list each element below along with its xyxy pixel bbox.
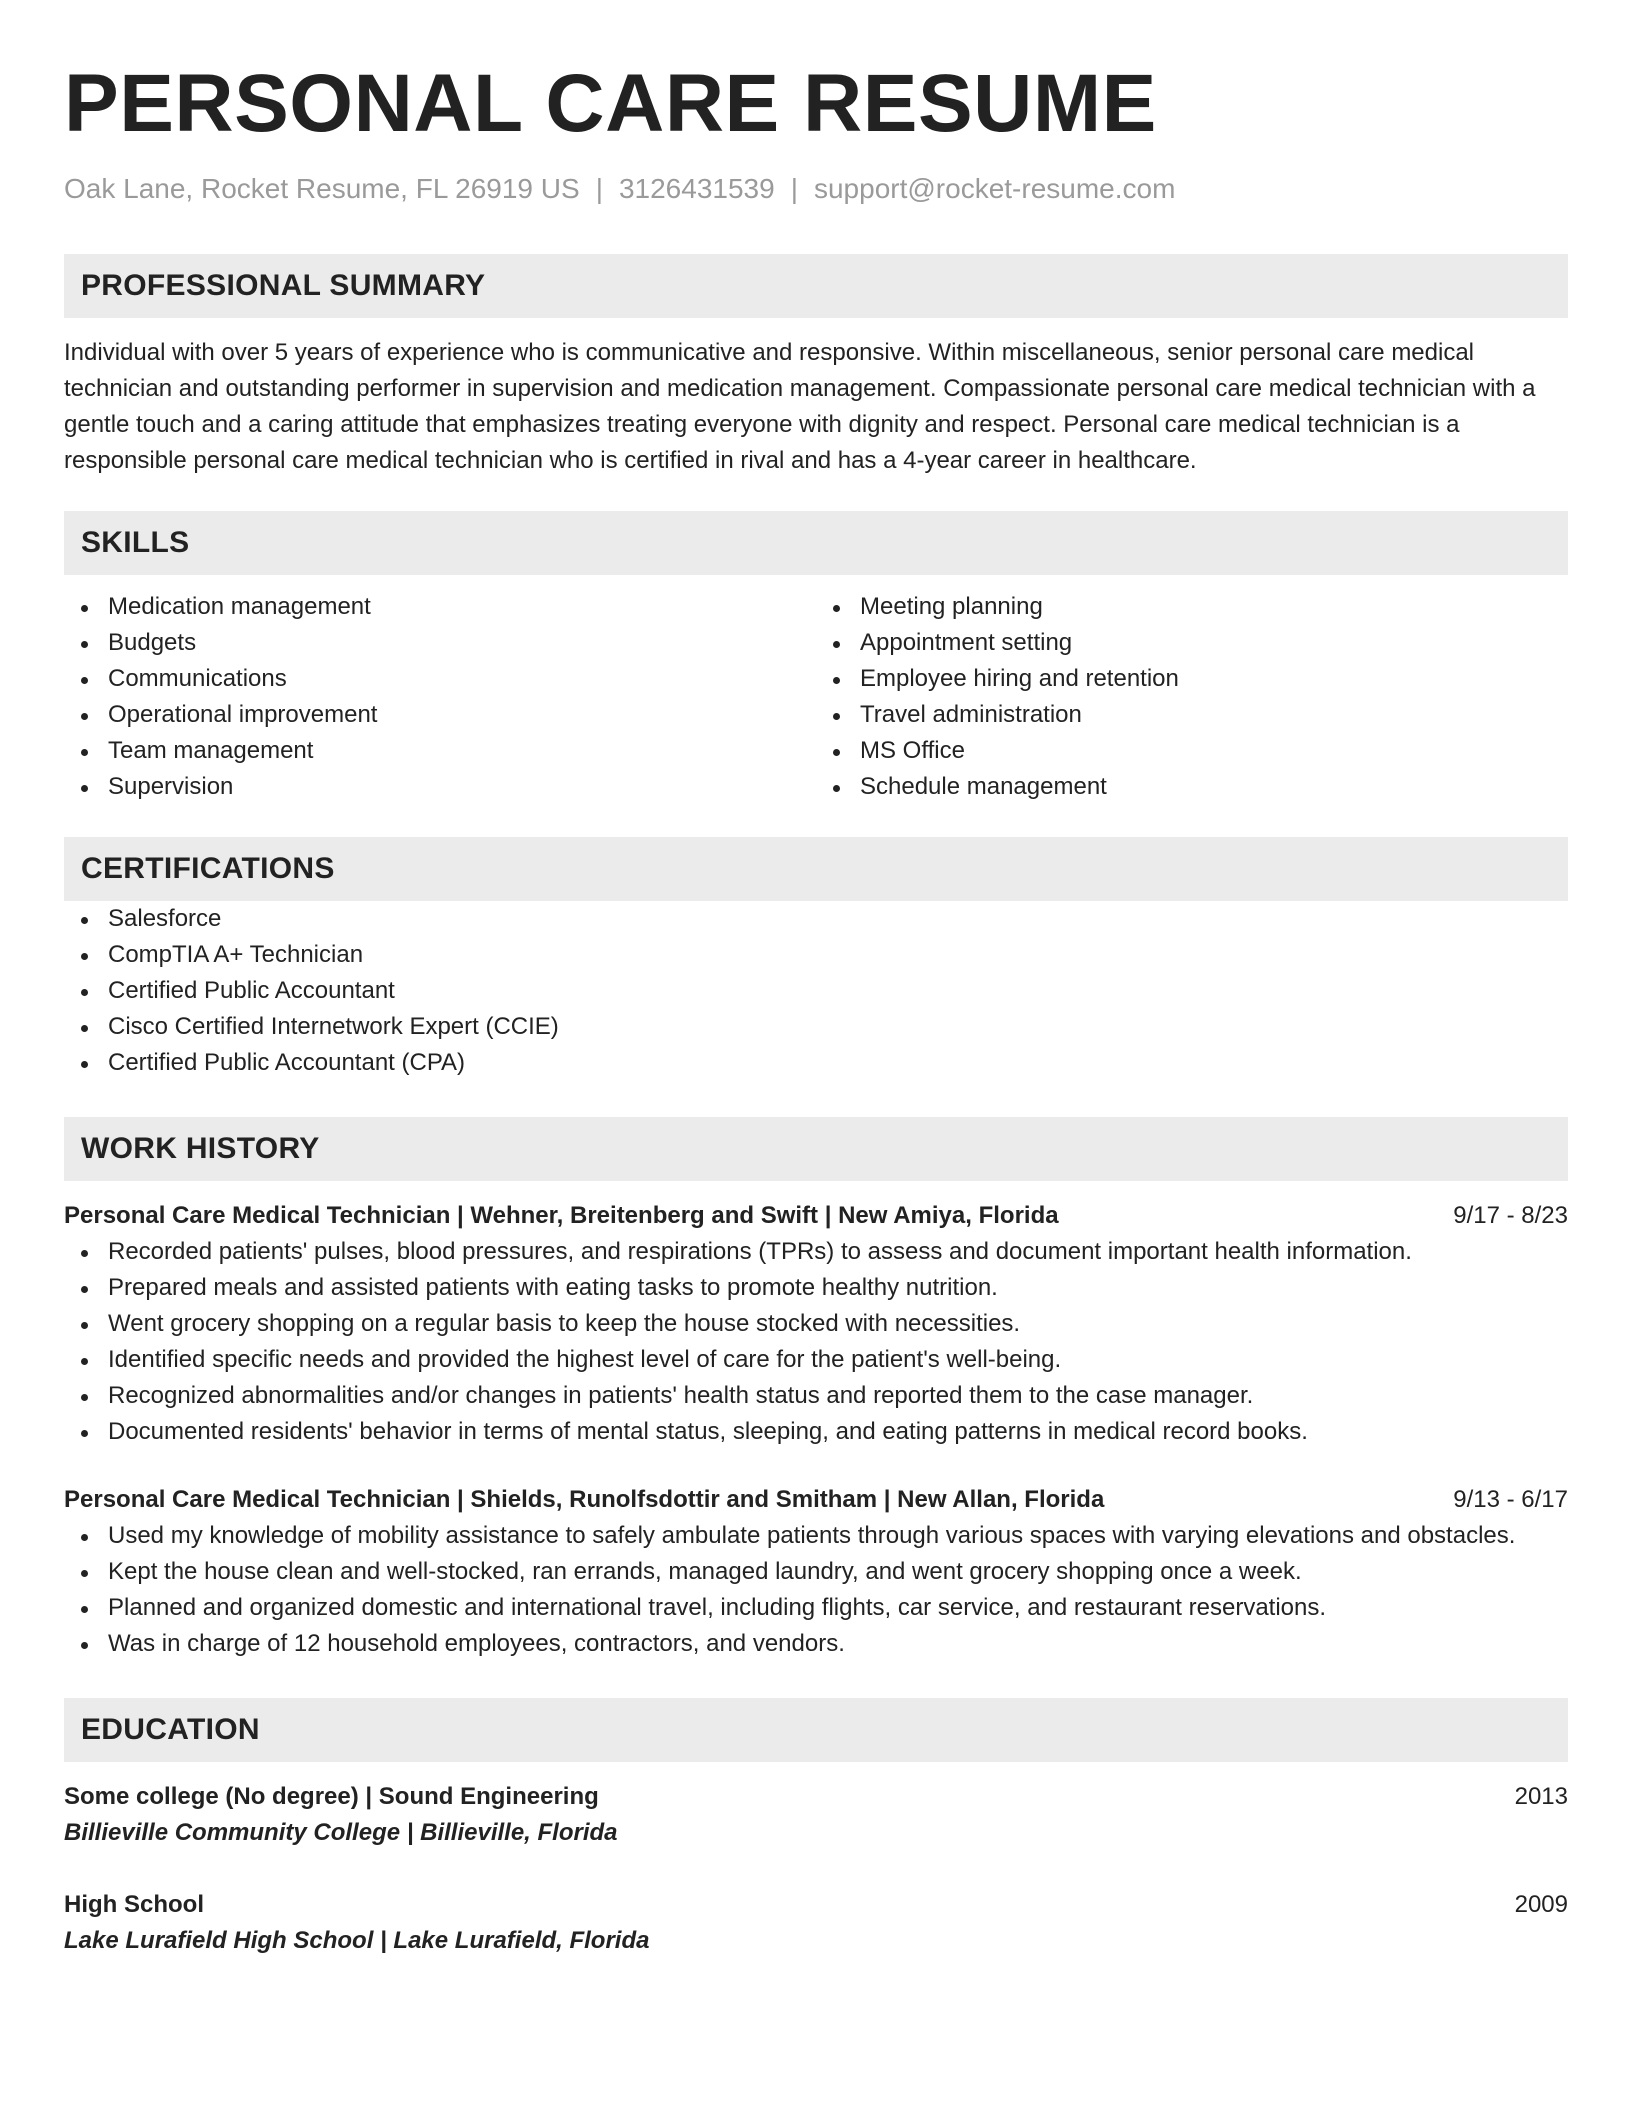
job-duty-item: Recorded patients' pulses, blood pressures, and respirations (TPRs) to assess and document important health information. [64,1234,1568,1270]
contact-separator: | [595,173,603,204]
education-degree: High School [64,1891,204,1918]
education-entry [64,1779,1568,1851]
certification-item: Cisco Certified Internetwork Expert (CCIE) [64,1009,1568,1045]
skill-item: MS Office [816,733,1568,769]
job-duty-item: Documented residents' behavior in terms of mental status, sleeping, and eating patterns in medical record books. [64,1414,1568,1450]
skill-item: Budgets [64,625,816,661]
education-row [64,1887,1568,1923]
certification-item: CompTIA A+ Technician [64,937,1568,973]
job-duty-item: Identified specific needs and provided the highest level of care for the patient's well-being. [64,1342,1568,1378]
summary-text: Individual with over 5 years of experience who is communicative and responsive. Within miscellaneous, senior personal care medical technician and outstanding performer in supervision and medication management. Compassionate personal care medical technician with a gentle touch and a caring attitude that emphasizes treating everyone with dignity and respect. Personal care medical technician is a responsible personal care medical technician who is certified in rival and has a 4-year career in healthcare. [64,339,1536,474]
skill-item: Operational improvement [64,697,816,733]
skill-item: Schedule management [816,769,1568,805]
section-heading-education: EDUCATION [64,1698,1568,1762]
job-duty-item: Used my knowledge of mobility assistance to safely ambulate patients through various spaces with varying elevations and obstacles. [64,1518,1568,1554]
resume-title: PERSONAL CARE RESUME [64,58,1157,149]
education-year: 2013 [1514,1783,1568,1810]
section-heading-summary: PROFESSIONAL SUMMARY [64,254,1568,318]
skill-item: Supervision [64,769,816,805]
job-title: Personal Care Medical Technician | Wehner, Breitenberg and Swift | New Amiya, Florida [64,1202,1059,1229]
contact-email: support@rocket-resume.com [813,173,1176,204]
job-duties-list [64,1518,1568,1662]
section-heading-certifications: CERTIFICATIONS [64,837,1568,901]
education-row [64,1779,1568,1815]
skill-item: Travel administration [816,697,1568,733]
job-dates: 9/17 - 8/23 [1453,1202,1568,1229]
skill-item: Team management [64,733,816,769]
certification-item: Salesforce [64,901,1568,937]
education-degree: Some college (No degree) | Sound Engineering [64,1783,599,1810]
job-title-row [64,1198,1568,1234]
education-school: Lake Lurafield High School | Lake Lurafield, Florida [64,1927,650,1954]
job-duty-item: Went grocery shopping on a regular basis to keep the house stocked with necessities. [64,1306,1568,1342]
skills-column-left [64,589,816,805]
education-year: 2009 [1514,1891,1568,1918]
skills-grid [64,589,1568,805]
skill-item: Appointment setting [816,625,1568,661]
job-duty-item: Planned and organized domestic and international travel, including flights, car service, and restaurant reservations. [64,1590,1568,1626]
skill-item: Communications [64,661,816,697]
job-duty-item: Was in charge of 12 household employees, contractors, and vendors. [64,1626,1568,1662]
contact-phone: 3126431539 [618,173,775,204]
job-entry [64,1482,1568,1662]
job-duties-list [64,1234,1568,1450]
education-school: Billieville Community College | Billieville, Florida [64,1819,618,1846]
certifications-list [64,901,1568,1081]
contact-address: Oak Lane, Rocket Resume, FL 26919 US [64,173,580,204]
certification-item: Certified Public Accountant [64,973,1568,1009]
job-entry [64,1198,1568,1450]
contact-separator: | [790,173,798,204]
job-title-row [64,1482,1568,1518]
skill-item: Meeting planning [816,589,1568,625]
job-dates: 9/13 - 6/17 [1453,1486,1568,1513]
education-entry [64,1887,1568,1959]
job-title: Personal Care Medical Technician | Shields, Runolfsdottir and Smitham | New Allan, Florida [64,1486,1105,1513]
job-duty-item: Kept the house clean and well-stocked, ran errands, managed laundry, and went grocery shopping once a week. [64,1554,1568,1590]
skill-item: Employee hiring and retention [816,661,1568,697]
job-duty-item: Recognized abnormalities and/or changes in patients' health status and reported them to the case manager. [64,1378,1568,1414]
section-heading-skills: SKILLS [64,511,1568,575]
skill-item: Medication management [64,589,816,625]
section-heading-work-history: WORK HISTORY [64,1117,1568,1181]
job-duty-item: Prepared meals and assisted patients with eating tasks to promote healthy nutrition. [64,1270,1568,1306]
certification-item: Certified Public Accountant (CPA) [64,1045,1568,1081]
skills-column-right [816,589,1568,805]
contact-line [64,172,1568,206]
